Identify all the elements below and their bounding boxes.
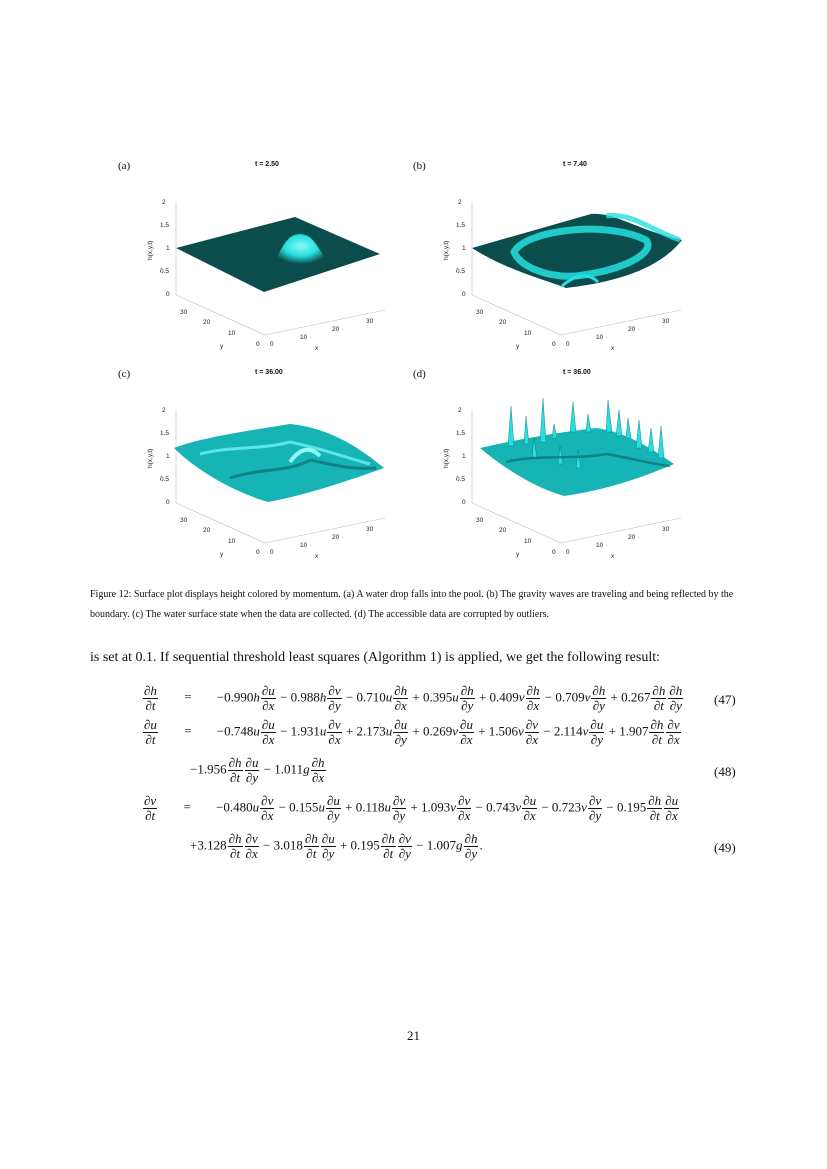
ztick-0-5: 0.5 bbox=[160, 476, 170, 483]
equation-48-line-2: −1.956 $\frac{\partial h}{\partial t}$ $\frac{\partial u}{\partial y}$ − 1.011g $\frac{\partial h}{\partial x}$ bbox=[190, 755, 325, 785]
ztick-1-5: 1.5 bbox=[456, 222, 466, 229]
ytick-20: 20 bbox=[499, 319, 507, 326]
ylabel: y bbox=[220, 551, 224, 558]
zlabel: h(x,y,t) bbox=[443, 448, 450, 468]
xtick-30: 30 bbox=[366, 526, 374, 533]
xtick-30: 30 bbox=[662, 526, 670, 533]
zlabel: h(x,y,t) bbox=[147, 448, 154, 468]
ztick-0: 0 bbox=[166, 291, 170, 298]
xtick-30: 30 bbox=[366, 318, 374, 325]
xtick-30: 30 bbox=[662, 318, 670, 325]
surface-plot-d bbox=[436, 398, 686, 568]
surface-plot-a bbox=[140, 190, 390, 360]
ztick-0: 0 bbox=[462, 499, 466, 506]
ztick-0: 0 bbox=[462, 291, 466, 298]
ylabel: y bbox=[516, 551, 520, 558]
xtick-0: 0 bbox=[270, 341, 274, 348]
panel-label-d: (d) bbox=[413, 368, 426, 380]
xlabel: x bbox=[315, 345, 319, 352]
ytick-30: 30 bbox=[476, 517, 484, 524]
ztick-2: 2 bbox=[162, 199, 166, 206]
z-tick-labels bbox=[456, 407, 466, 506]
ztick-1-5: 1.5 bbox=[160, 430, 170, 437]
ztick-1: 1 bbox=[462, 245, 466, 252]
x-tick-labels bbox=[566, 318, 670, 348]
panel-label-a: (a) bbox=[118, 160, 131, 172]
x-tick-labels bbox=[270, 318, 374, 348]
plot-title-a: t = 2.50 bbox=[255, 161, 279, 168]
xlabel: x bbox=[611, 345, 615, 352]
ztick-2: 2 bbox=[162, 407, 166, 414]
ztick-1-5: 1.5 bbox=[160, 222, 170, 229]
ytick-10: 10 bbox=[524, 538, 532, 545]
ytick-10: 10 bbox=[228, 330, 236, 337]
ztick-0: 0 bbox=[166, 499, 170, 506]
ytick-0: 0 bbox=[256, 341, 260, 348]
equation-number-48: (48) bbox=[714, 764, 736, 779]
xtick-0: 0 bbox=[270, 549, 274, 556]
ytick-10: 10 bbox=[524, 330, 532, 337]
z-tick-labels bbox=[160, 407, 170, 506]
ytick-0: 0 bbox=[552, 549, 556, 556]
xtick-20: 20 bbox=[332, 534, 340, 541]
zlabel: h(x,y,t) bbox=[147, 240, 154, 260]
ztick-2: 2 bbox=[458, 199, 462, 206]
ztick-1-5: 1.5 bbox=[456, 430, 466, 437]
intro-text: is set at 0.1. If sequential threshold least squares (Algorithm 1) is applied, we get the following result: bbox=[90, 650, 660, 665]
panel-label-b: (b) bbox=[413, 160, 426, 172]
ytick-20: 20 bbox=[203, 527, 211, 534]
ztick-2: 2 bbox=[458, 407, 462, 414]
equation-49-line-2: +3.128 $\frac{\partial h}{\partial t}$ $\frac{\partial v}{\partial x}$ − 3.018 $\frac{\partial h}{\partial t}$ $\frac{\partial u}{\partial y}$ + 0.195 $\frac{\partial h}{\partial t}$ $\frac{\partial v}{\partial y}$ − 1.007g $\frac{\partial h}{\partial y}$ . bbox=[190, 831, 483, 861]
xtick-20: 20 bbox=[332, 326, 340, 333]
x-tick-labels bbox=[270, 526, 374, 556]
ztick-0-5: 0.5 bbox=[456, 476, 466, 483]
water-surface bbox=[176, 217, 380, 292]
xtick-10: 10 bbox=[596, 542, 604, 549]
xlabel: x bbox=[611, 553, 615, 560]
ztick-1: 1 bbox=[166, 245, 170, 252]
surface-plot-b bbox=[436, 190, 686, 360]
xtick-10: 10 bbox=[596, 334, 604, 341]
xtick-0: 0 bbox=[566, 341, 570, 348]
page-number: 21 bbox=[407, 1028, 420, 1043]
ztick-1: 1 bbox=[166, 453, 170, 460]
xlabel: x bbox=[315, 553, 319, 560]
ytick-0: 0 bbox=[552, 341, 556, 348]
ytick-30: 30 bbox=[180, 309, 188, 316]
ytick-20: 20 bbox=[499, 527, 507, 534]
ztick-0-5: 0.5 bbox=[456, 268, 466, 275]
ytick-0: 0 bbox=[256, 549, 260, 556]
xtick-20: 20 bbox=[628, 326, 636, 333]
xtick-10: 10 bbox=[300, 334, 308, 341]
panel-label-c: (c) bbox=[118, 368, 131, 380]
surface-plot-c bbox=[140, 398, 390, 568]
ztick-1: 1 bbox=[462, 453, 466, 460]
ytick-20: 20 bbox=[203, 319, 211, 326]
equation-number-49: (49) bbox=[714, 840, 736, 855]
z-tick-labels bbox=[456, 199, 466, 298]
water-surface bbox=[174, 424, 384, 502]
ylabel: y bbox=[220, 343, 224, 350]
ytick-10: 10 bbox=[228, 538, 236, 545]
equation-47-line-1: $\frac{\partial h}{\partial t}$ = −0.990h $\frac{\partial u}{\partial x}$ − 0.988h $\frac{\partial v}{\partial y}$ − 0.710u $\frac{\partial h}{\partial x}$ + 0.395u $\frac{\partial h}{\partial y}$ + 0.409v $\frac{\partial h}{\partial x}$ − 0.709v $\frac{\partial h}{\partial y}$ + 0.267 $\frac{\partial h}{\partial t}$ $\frac{\partial h}{\partial y}$ bbox=[144, 683, 683, 713]
plot-title-d: t = 36.00 bbox=[563, 369, 591, 376]
plot-title-b: t = 7.40 bbox=[563, 161, 587, 168]
zlabel: h(x,y,t) bbox=[443, 240, 450, 260]
plot-title-c: t = 36.00 bbox=[255, 369, 283, 376]
xtick-20: 20 bbox=[628, 534, 636, 541]
equation-48-line-1: $\frac{\partial u}{\partial t}$ = −0.748u $\frac{\partial u}{\partial x}$ − 1.931u $\frac{\partial v}{\partial x}$ + 2.173u $\frac{\partial u}{\partial y}$ + 0.269v $\frac{\partial u}{\partial x}$ + 1.506v $\frac{\partial v}{\partial x}$ − 2.114v $\frac{\partial u}{\partial y}$ + 1.907 $\frac{\partial h}{\partial t}$ $\frac{\partial v}{\partial x}$ bbox=[144, 717, 680, 747]
xtick-10: 10 bbox=[300, 542, 308, 549]
equation-49-line-1: $\frac{\partial v}{\partial t}$ = −0.480u $\frac{\partial v}{\partial x}$ − 0.155u $\frac{\partial u}{\partial y}$ + 0.118u $\frac{\partial v}{\partial y}$ + 1.093v $\frac{\partial v}{\partial x}$ − 0.743v $\frac{\partial u}{\partial x}$ − 0.723v $\frac{\partial v}{\partial y}$ − 0.195 $\frac{\partial h}{\partial t}$ $\frac{\partial u}{\partial x}$ bbox=[144, 793, 679, 823]
ztick-0-5: 0.5 bbox=[160, 268, 170, 275]
z-tick-labels bbox=[160, 199, 170, 298]
equation-number-47: (47) bbox=[714, 692, 736, 707]
ytick-30: 30 bbox=[180, 517, 188, 524]
ytick-30: 30 bbox=[476, 309, 484, 316]
ylabel: y bbox=[516, 343, 520, 350]
x-tick-labels bbox=[566, 526, 670, 556]
figure-caption: Figure 12: Surface plot displays height colored by momentum. (a) A water drop falls into the pool. (b) The gravity waves are traveling and being reflected by the boundary. (c) The water surface state when the data are collected. (d) The accessible data are corrupted by outliers. bbox=[90, 589, 734, 620]
xtick-0: 0 bbox=[566, 549, 570, 556]
